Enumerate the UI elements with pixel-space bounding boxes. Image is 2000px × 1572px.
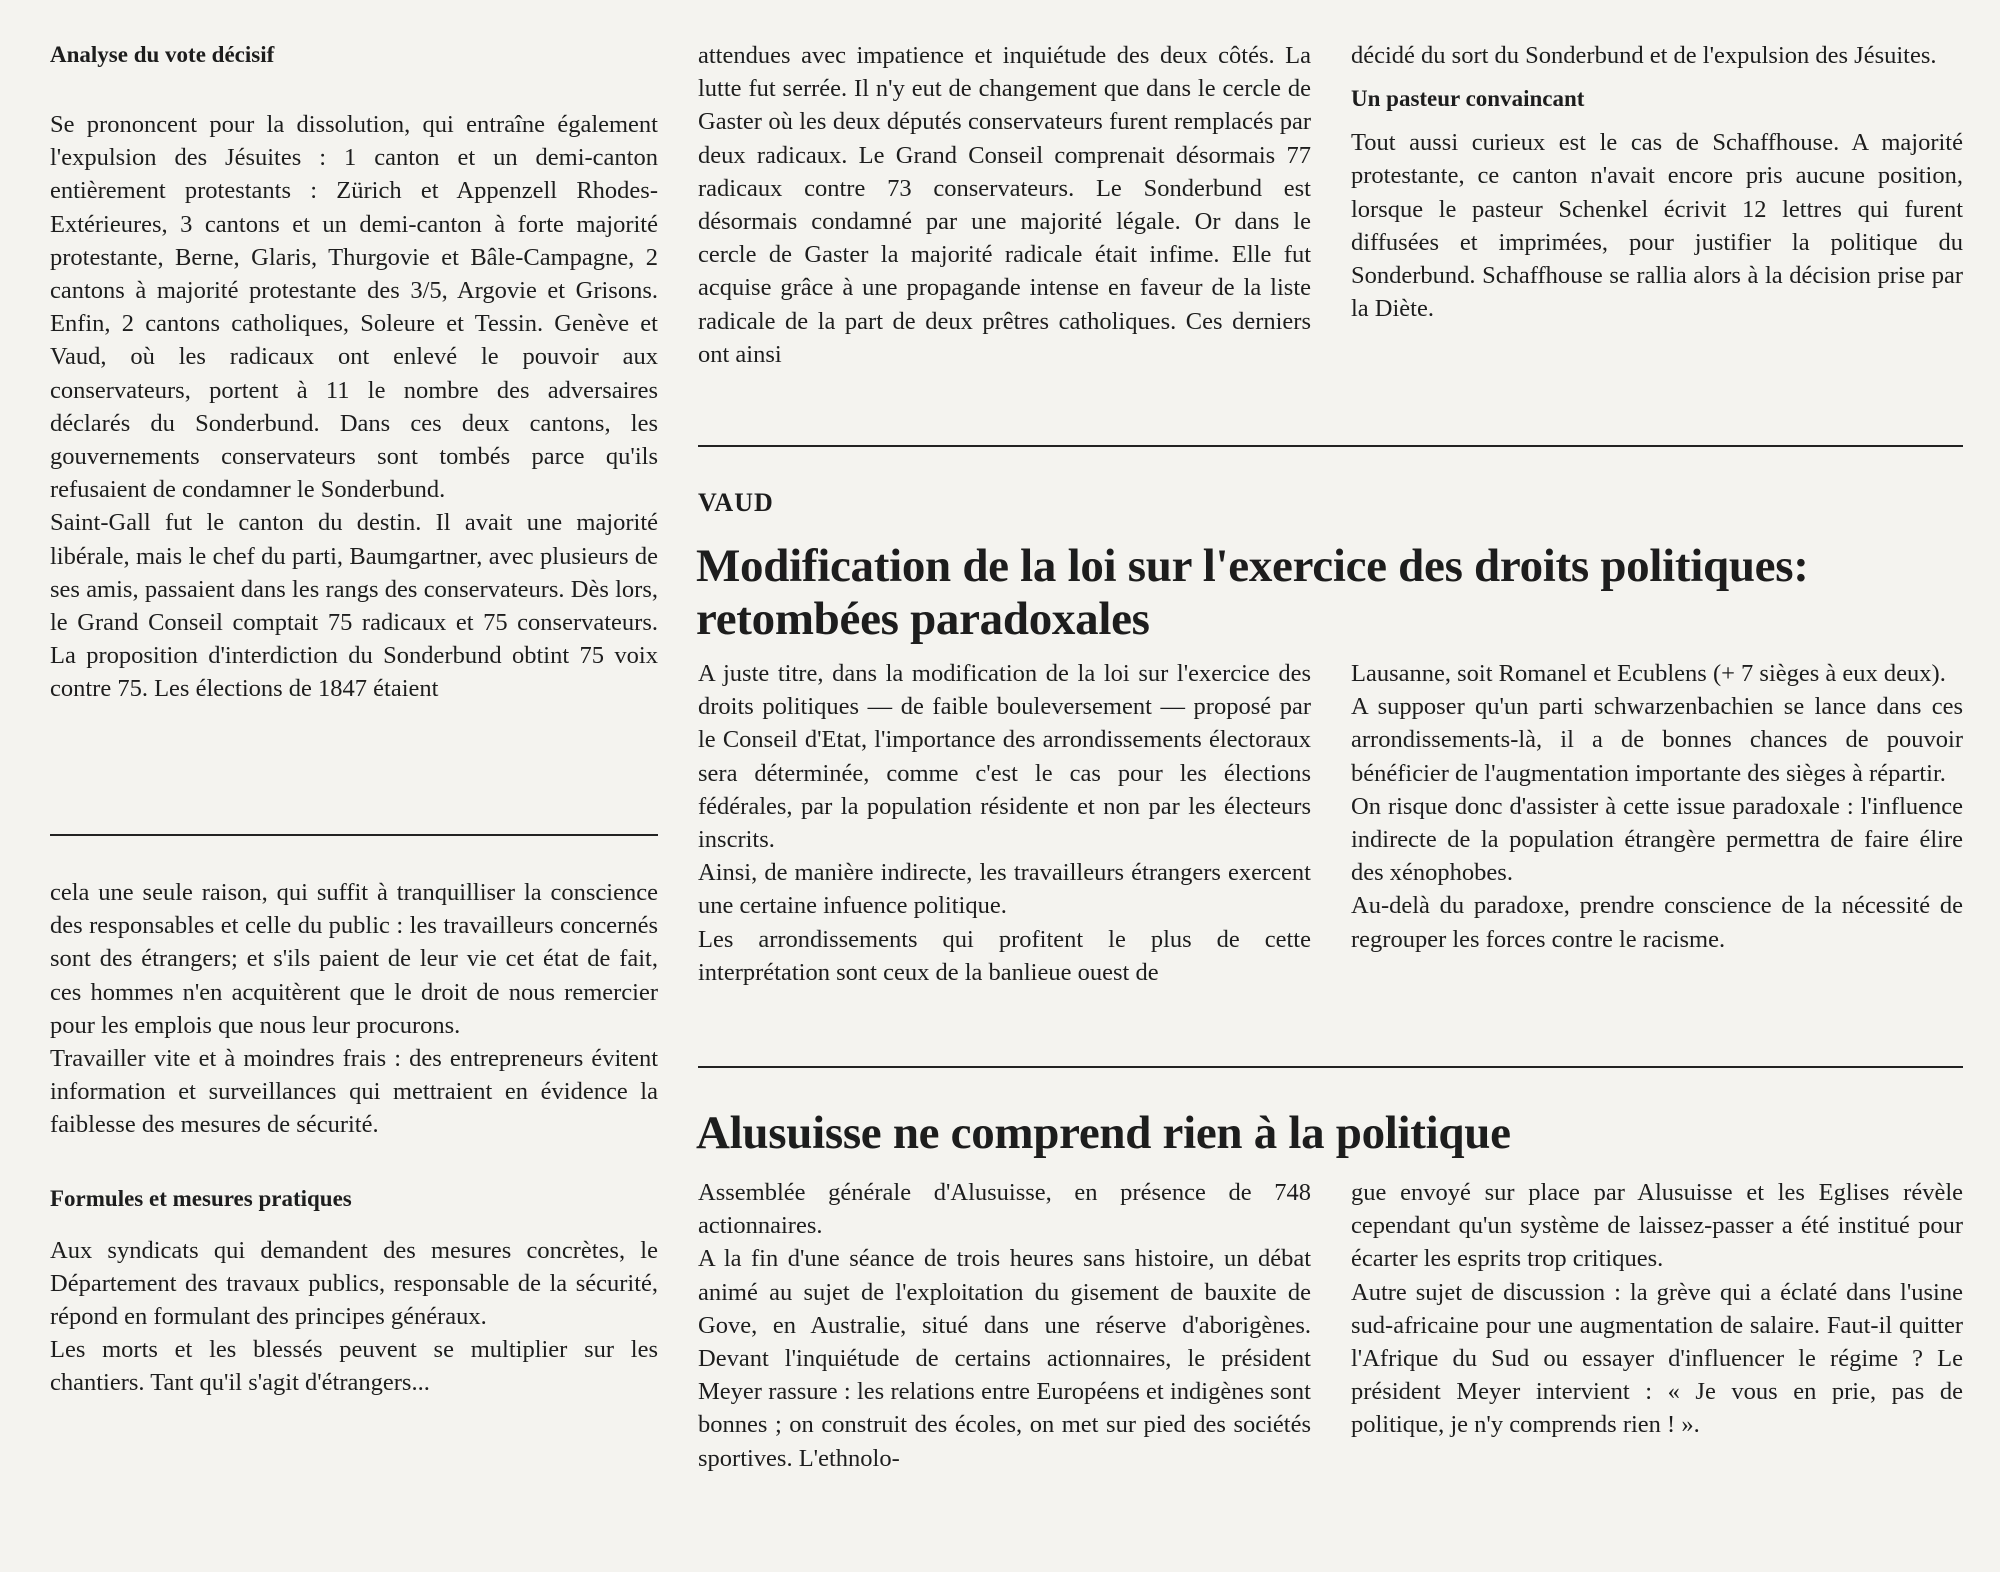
paragraph: On risque donc d'assister à cette issue paradoxale : l'influence indirecte de la population étrangère permettra de faire élire des xénophobes.	[1351, 792, 1963, 887]
top-right-column	[1351, 39, 1963, 325]
alusuisse-column-2	[1351, 1176, 1963, 1442]
paragraph: attendues avec impatience et inquiétude des deux côtés. La lutte fut serrée. Il n'y eut de changement que dans le cercle de Gaster où les deux députés conservateurs furent remplacés par deux radicaux. Le Grand Conseil comprenait désormais 77 radicaux contre 73 conservateurs. Le Sonderbund est désormais condamné par une majorité légale. Or dans le cercle de Gaster la majorité radicale était infime. Elle fut acquise grâce à une propagande intense en faveur de la liste radicale de la part de deux prêtres catholiques. Ces derniers ont ainsi	[698, 42, 1311, 368]
paragraph: A juste titre, dans la modification de la loi sur l'exercice des droits politiques — de faible bouleversement — proposé par le Conseil d'Etat, l'importance des arrondissements électoraux sera déterminée, comme c'est le cas pour les élections fédérales, par la population résidente et non par les électeurs inscrits.	[698, 660, 1311, 854]
paragraph: Les arrondissements qui profitent le plus de cette interprétation sont ceux de la banlieue ouest de	[698, 925, 1311, 986]
paragraph: Lausanne, soit Romanel et Ecublens (+ 7 sièges à eux deux).	[1351, 660, 1946, 687]
top-left-column	[50, 40, 658, 706]
paragraph: Les morts et les blessés peuvent se multiplier sur les chantiers. Tant qu'il s'agit d'étrangers...	[50, 1336, 658, 1397]
paragraph: Ainsi, de manière indirecte, les travailleurs étrangers exercent une certaine infuence politique.	[698, 859, 1311, 920]
paragraph: A supposer qu'un parti schwarzenbachien se lance dans ces arrondissements-là, il a de bonnes chances de pouvoir bénéficier de l'augmentation importante des sièges à répartir.	[1351, 693, 1963, 787]
article-divider-rule	[698, 445, 1963, 447]
paragraph: Aux syndicats qui demandent des mesures concrètes, le Département des travaux publics, responsable de la sécurité, répond en formulant des principes généraux.	[50, 1236, 658, 1331]
section-heading-pasteur: Un pasteur convaincant	[1351, 86, 1585, 112]
paragraph: Assemblée générale d'Alusuisse, en présence de 748 actionnaires.	[698, 1179, 1311, 1240]
section-heading-analyse: Analyse du vote décisif	[50, 42, 275, 67]
paragraph: Saint-Gall fut le canton du destin. Il avait une majorité libérale, mais le chef du parti, Baumgartner, avec plusieurs de ses amis, passaient dans les rangs des conservateurs. Dès lors, le Grand Conseil comptait 75 radicaux et 75 conservateurs. La proposition d'interdiction du Sonderbund obtint 75 voix contre 75. Les élections de 1847 étaient	[50, 509, 658, 703]
article-divider-rule	[698, 1066, 1963, 1068]
paragraph: A la fin d'une séance de trois heures sans histoire, un débat animé au sujet de l'exploitation du gisement de bauxite de Gove, en Australie, situé dans une réserve d'aborigènes. Devant l'inquiétude de certains actionnaires, le président Meyer rassure : les relations entre Européens et indigènes sont bonnes ; on construit des écoles, on met sur pied des sociétés sportives. L'ethnolo-	[698, 1245, 1311, 1472]
paragraph: décidé du sort du Sonderbund et de l'expulsion des Jésuites.	[1351, 42, 1937, 69]
bottom-left-column	[50, 876, 658, 1400]
paragraph: Se prononcent pour la dissolution, qui entraîne également l'expulsion des Jésuites : 1 canton et un demi-canton entièrement protestants : Zürich et Appenzell Rhodes-Extérieures, 3 cantons et un demi-canton à forte majorité protestante, Berne, Glaris, Thurgovie et Bâle-Campagne, 2 cantons à majorité protestante des 3/5, Argovie et Grisons. Enfin, 2 cantons catholiques, Soleure et Tessin. Genève et Vaud, où les radicaux ont enlevé le pouvoir aux conservateurs, portent à 11 le nombre des adversaires déclarés du Sonderbund. Dans ces deux cantons, les gouvernements conservateurs sont tombés parce qu'ils refusaient de condamner le Sonderbund.	[50, 111, 658, 504]
column-divider-rule	[50, 834, 658, 836]
section-heading-formules: Formules et mesures pratiques	[50, 1185, 352, 1211]
paragraph: Tout aussi curieux est le cas de Schaffhouse. A majorité protestante, ce canton n'avait encore pris aucune position, lorsque le pasteur Schenkel écrivit 12 lettres qui furent diffusées et imprimées, pour justifier la politique du Sonderbund. Schaffhouse se rallia alors à la décision prise par la Diète.	[1351, 129, 1963, 323]
paragraph: Travailler vite et à moindres frais : des entrepreneurs évitent information et surveillances qui mettraient en évidence la faiblesse des mesures de sécurité.	[50, 1045, 658, 1139]
top-middle-column	[698, 39, 1311, 371]
article-headline-alusuisse: Alusuisse ne comprend rien à la politique	[696, 1107, 1511, 1159]
paragraph: cela une seule raison, qui suffit à tranquilliser la conscience des responsables et celle du public : les travailleurs concernés sont des étrangers; et s'ils paient de leur vie cet état de fait, ces hommes n'en acquitèrent que le droit de nous remercier pour les emplois que nous leur procurons.	[50, 879, 658, 1039]
paragraph: Autre sujet de discussion : la grève qui a éclaté dans l'usine sud-africaine pour une augmentation de salaire. Faut-il quitter l'Afrique du Sud ou essayer d'influencer le régime ? Le président Meyer intervient : « Je vous en prie, pas de politique, je n'y comprends rien ! ».	[1351, 1278, 1963, 1439]
article-kicker: VAUD	[698, 488, 774, 517]
vaud-column-2	[1351, 657, 1963, 956]
paragraph: gue envoyé sur place par Alusuisse et les Eglises révèle cependant qu'un système de laissez-passer a été institué pour écarter les esprits trop critiques.	[1351, 1179, 1963, 1273]
alusuisse-column-1	[698, 1176, 1311, 1475]
paragraph: Au-delà du paradoxe, prendre conscience de la nécessité de regrouper les forces contre le racisme.	[1351, 892, 1963, 953]
article-headline-vaud: Modification de la loi sur l'exercice des droits politiques: retombées paradoxales	[696, 540, 1809, 645]
vaud-column-1	[698, 657, 1311, 989]
